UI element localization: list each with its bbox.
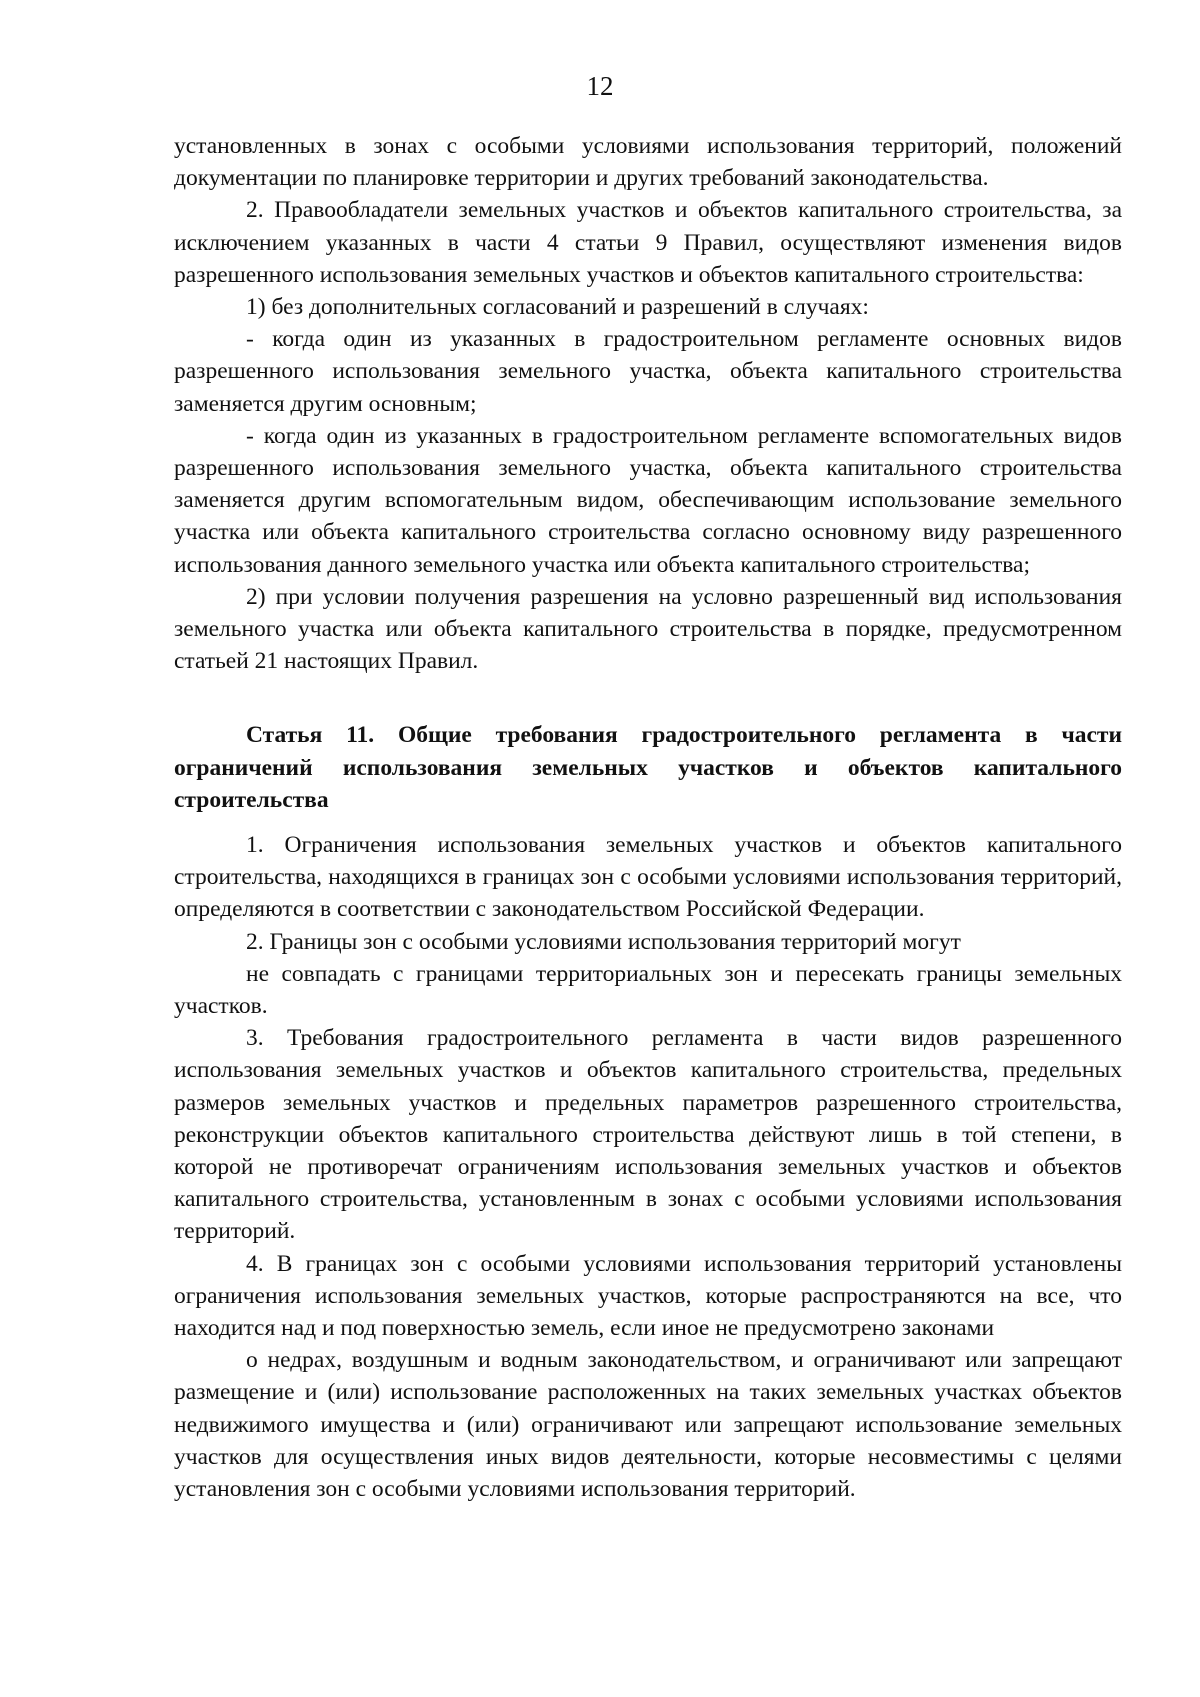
- article-11-item-4: 4. В границах зон с особыми условиями использования территорий установлены ограничения использования земельных участков, которые распространяются на все, что находится над и под поверхностью земель, если иное не предусмотрено законами: [174, 1250, 1122, 1341]
- paragraph-subitem-1: 1) без дополнительных согласований и разрешений в случаях:: [246, 294, 869, 321]
- article-11-item-2: 2. Границы зон с особыми условиями использования территорий могут: [246, 928, 961, 955]
- article-11-heading: Статья 11. Общие требования градостроительного регламента в части ограничений использования земельных участков и объектов капитального строительства: [174, 722, 1122, 814]
- paragraph-subitem-2: 2) при условии получения разрешения на условно разрешенный вид использования земельного участка или объекта капитального строительства в порядке, предусмотренном статьей 21 настоящих Правил.: [174, 583, 1122, 675]
- paragraph-dash-auxiliary-use: - когда один из указанных в градостроительном регламенте вспомогательных видов разрешенного использования земельного участка, объекта капитального строительства заменяется другим вспомогательным видом, обеспечивающим использование земельного участка или объекта капитального строительства согласно основному виду разрешенного использования данного земельного участка или объекта капитального строительства;: [174, 422, 1122, 578]
- article-11-item-4-continuation: о недрах, воздушным и водным законодательством, и ограничивают или запрещают размещение и (или) использование расположенных на таких земельных участках объектов недвижимого имущества и (или) ограничивают или запрещают использование земельных участков для осуществления иных видов деятельности, которые несовместимы с целями установления зон с особыми условиями использования территорий.: [174, 1347, 1122, 1503]
- paragraph-item-2: 2. Правообладатели земельных участков и объектов капитального строительства, за исключением указанных в части 4 статьи 9 Правил, осуществляют изменения видов разрешенного использования земельных участков и объектов капитального строительства:: [174, 197, 1122, 288]
- document-body: [174, 130, 1122, 1505]
- article-11-item-2-continuation: не совпадать с границами территориальных зон и пересекать границы земельных участков.: [174, 960, 1122, 1019]
- article-11-item-3: 3. Требования градостроительного регламента в части видов разрешенного использования земельных участков и объектов капитального строительства, предельных размеров земельных участков и предельных параметров разрешенного строительства, реконструкции объектов капитального строительства действуют лишь в той степени, в которой не противоречат ограничениям использования земельных участков и объектов капитального строительства, установленным в зонах с особыми условиями использования территорий.: [174, 1025, 1122, 1245]
- page-number: 12: [586, 71, 614, 101]
- paragraph-dash-main-use: - когда один из указанных в градостроительном регламенте основных видов разрешенного использования земельного участка, объекта капитального строительства заменяется другим основным;: [174, 326, 1122, 417]
- article-11-item-1: 1. Ограничения использования земельных участков и объектов капитального строительства, находящихся в границах зон с особыми условиями использования территорий, определяются в соответствии с законодательством Российской Федерации.: [174, 831, 1122, 923]
- paragraph-continuation: установленных в зонах с особыми условиями использования территорий, положений документации по планировке территории и других требований законодательства.: [174, 133, 1122, 192]
